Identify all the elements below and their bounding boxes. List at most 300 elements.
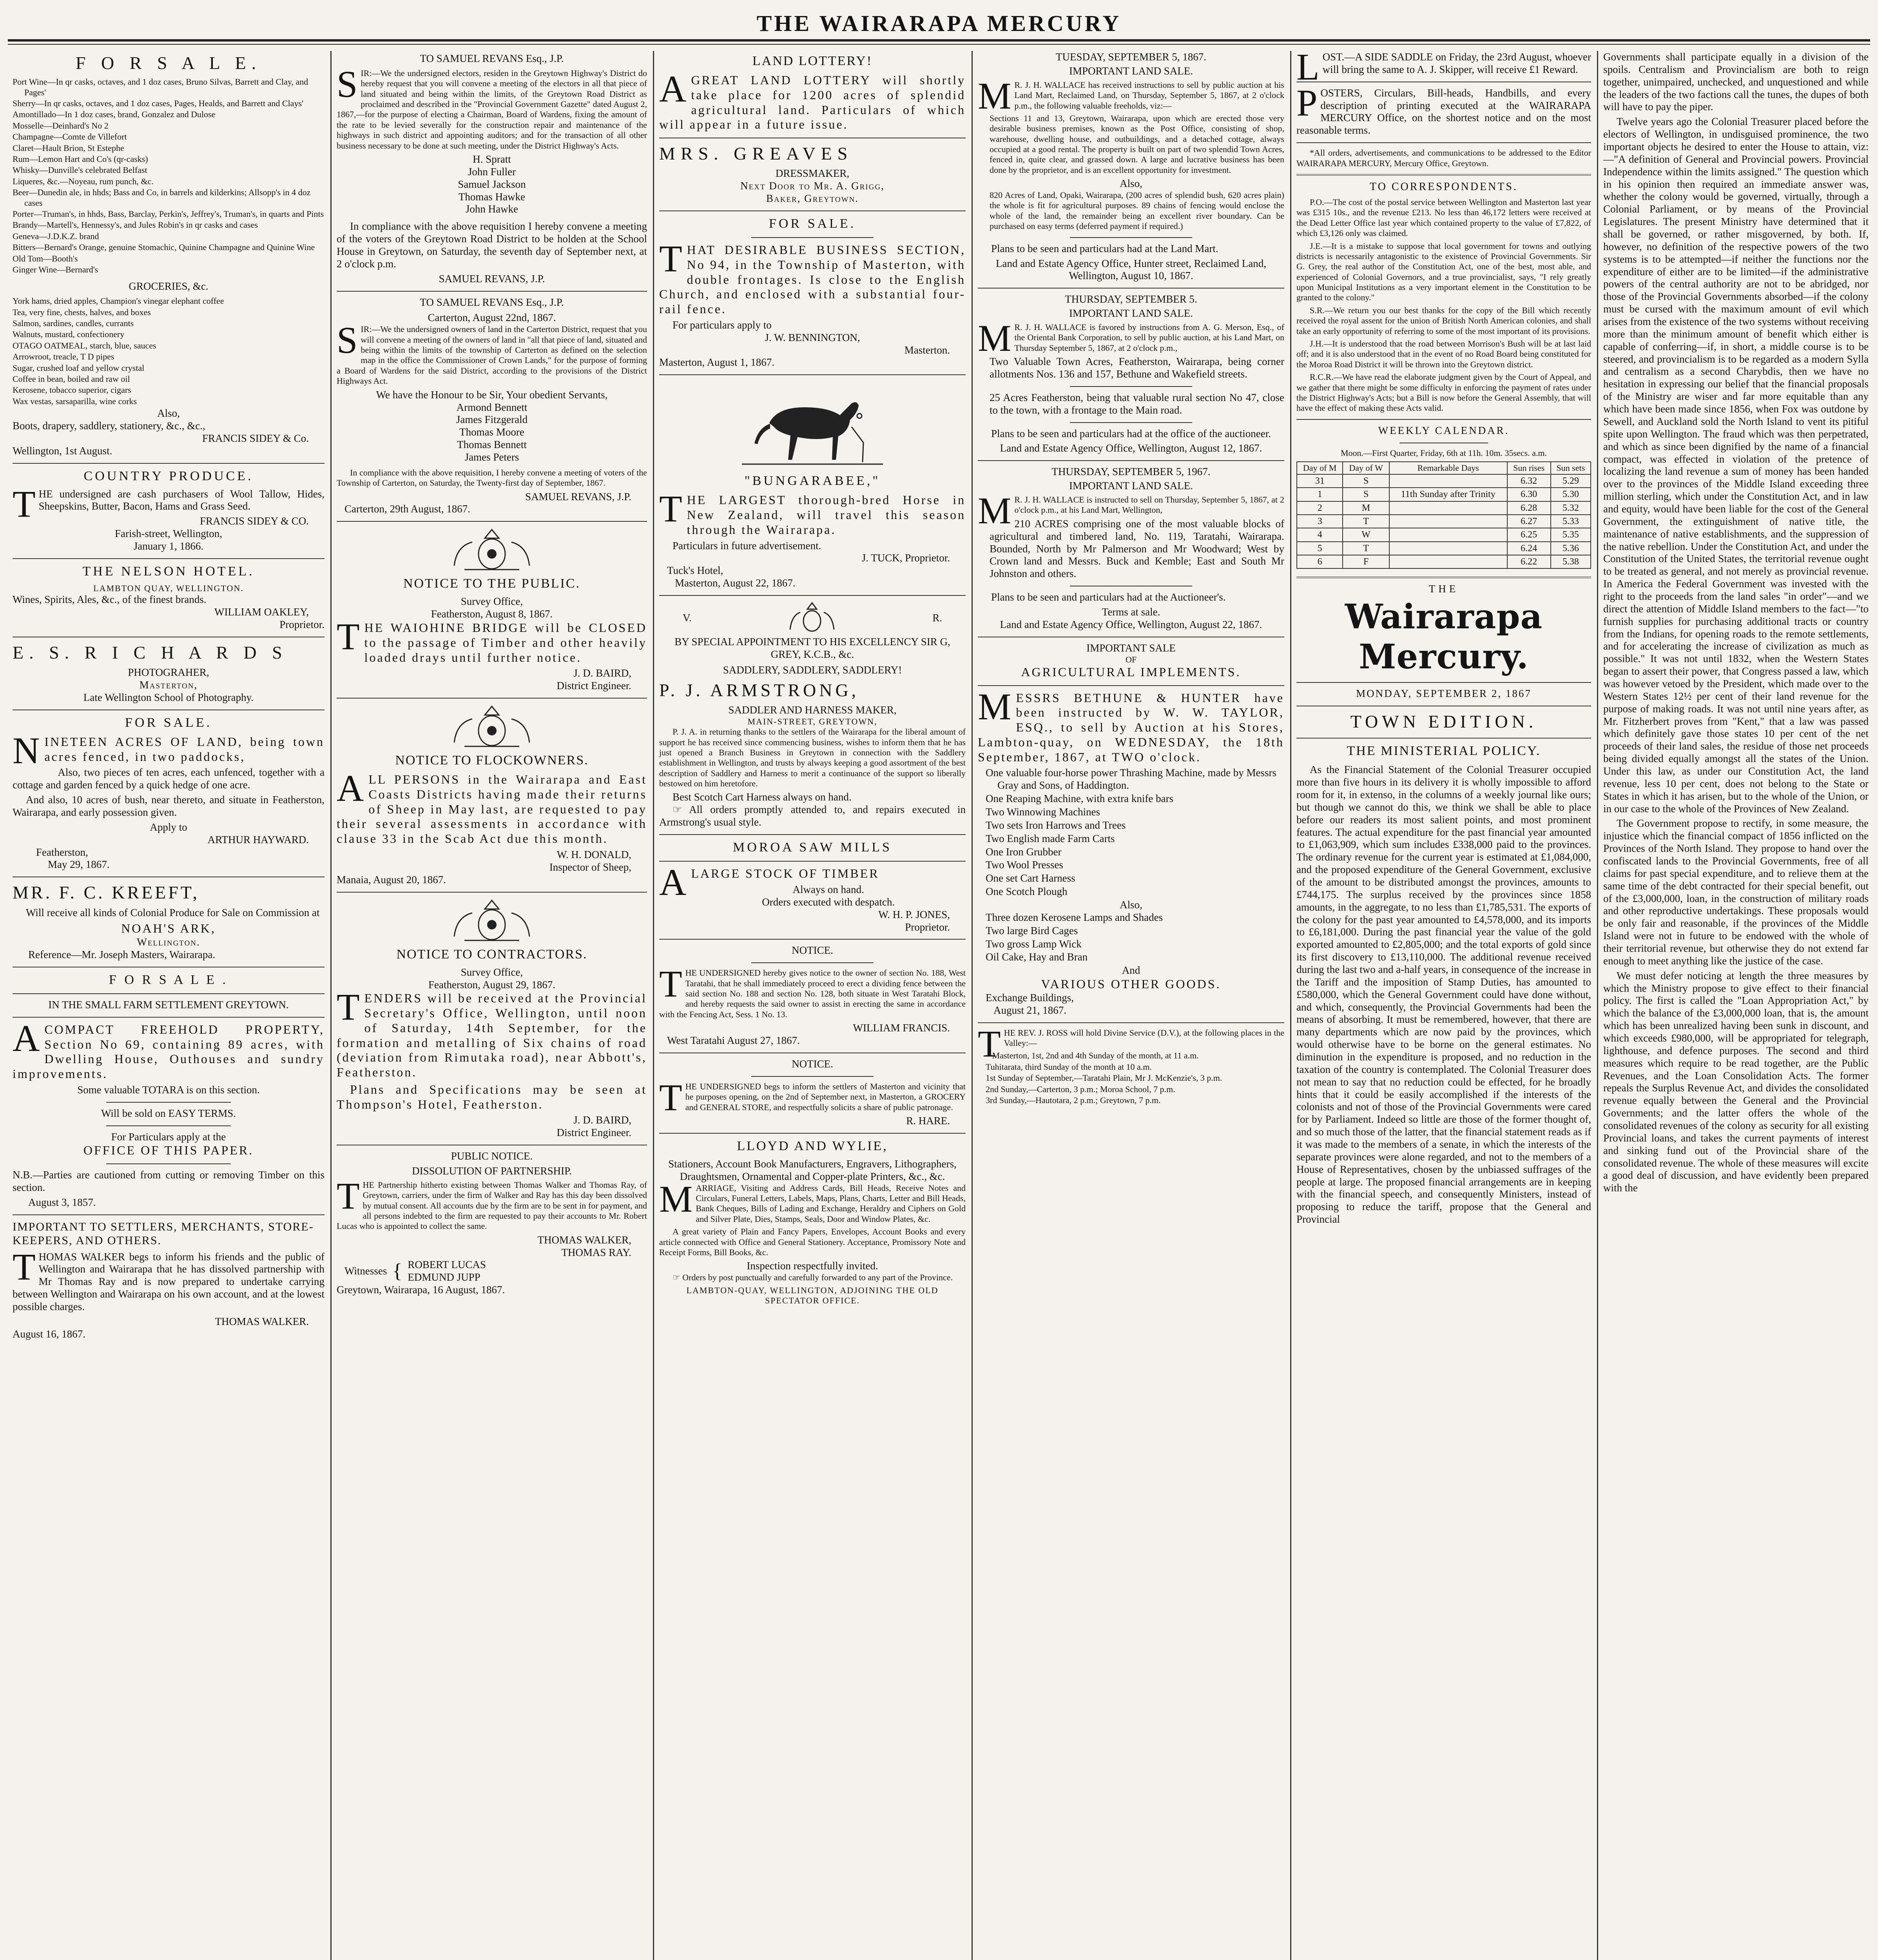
armstrong-name: P. J. ARMSTRONG,	[659, 680, 859, 700]
calendar-cell: S	[1343, 474, 1389, 488]
column-4	[972, 51, 1290, 1960]
calendar-cell: 6.27	[1507, 515, 1551, 528]
notice-public-date: Featherston, August 8, 1867.	[431, 608, 553, 620]
grocery-item: Coffee in bean, boiled and raw oil	[13, 374, 130, 384]
calendar-cell: 6.28	[1507, 501, 1551, 515]
grocery-item: Wax vestas, sarsaparilla, wine corks	[13, 396, 137, 406]
goods-item: Three dozen Kerosene Lamps and Shades	[986, 911, 1163, 923]
calendar-cell: F	[1343, 555, 1389, 568]
implement-item: Two English made Farm Carts	[986, 832, 1115, 844]
warrant-letter-r: R.	[932, 612, 942, 624]
for-sale-2-date: May 29, 1867.	[48, 858, 110, 871]
sale-1-item1: Sections 11 and 13, Greytown, Wairarapa, upon which are erected those very desirable business premises, known as the Post Office, consisting of shop, warehouse, dwelling house, and outbuildings, and a detached cottage, always occupied at a good rental. The property is built on part of two splendid Town Acres, fenced in, quite clear, and grassed down. A large and lucrative business has been done by the proprietor, and is an excellent opportunity for investment.	[990, 113, 1284, 175]
nelson-address: LAMBTON QUAY, WELLINGTON.	[93, 583, 244, 593]
appointment-line: BY SPECIAL APPOINTMENT TO HIS EXCELLENCY SIR G, GREY, K.C.B., &c.	[674, 636, 950, 660]
signatory-name: Armond Bennett	[456, 401, 528, 413]
for-sale-2-signature: ARTHUR HAYWARD.	[207, 833, 309, 846]
bungarabee-signature: J. TUCK, Proprietor.	[861, 552, 950, 564]
masthead-rule	[8, 39, 1870, 42]
notice-public-office: Survey Office,	[460, 595, 523, 608]
wine-item: Liqueres, &c.—Noyeau, rum punch, &c.	[13, 176, 154, 186]
goods-item: Two gross Lamp Wick	[986, 938, 1082, 950]
sale-3-item: 210 ACRES comprising one of the most valuable blocks of agricultural and timbered land, No. 119, Taratahi, Wairarapa. Bounded, North by Mr Palmerson and Mr Woodward; West by Crown land and Messrs. Buck and Kemble; East and South Mr Johnston and others.	[990, 517, 1284, 580]
boots-signature: FRANCIS SIDEY & Co.	[202, 432, 309, 444]
greaves-role: DRESSMAKER,	[775, 167, 850, 180]
notice-2-text: THE UNDERSIGNED begs to inform the settlers of Masterton and vicinity that he purposes opening, on the 2nd of September next, in Masterton, a GROCERY and GENERAL STORE, and respectfully solicits a share of public patronage.	[659, 1076, 966, 1118]
flock-date: Manaia, August 20, 1867.	[337, 873, 446, 886]
agri-and: And	[1122, 964, 1140, 976]
dissolution-sub: DISSOLUTION OF PARTNERSHIP.	[412, 1165, 572, 1177]
revans-1-names	[337, 153, 647, 216]
richards-place: Masterton,	[139, 679, 198, 691]
dissolution-date: Greytown, Wairarapa, 16 August, 1867.	[337, 1284, 505, 1296]
revans-1-signature: SAMUEL REVANS, J.P.	[439, 272, 545, 285]
nameplate: Wairarapa Mercury.	[1345, 597, 1543, 677]
calendar-row	[1297, 528, 1591, 541]
newspaper-title: THE WAIRARAPA MERCURY	[756, 11, 1122, 36]
produce-address: Farish-street, Wellington,	[114, 528, 223, 540]
bungarabee-heading: "BUNGARABEE,"	[744, 474, 881, 488]
lost-saddle-text: LOST.—A SIDE SADDLE on Friday, the 23rd August, whoever will bring the same to A. J. Skipper, will receive £1 Reward.	[1296, 51, 1591, 88]
calendar-row	[1297, 515, 1591, 528]
calendar-cell: 6.25	[1507, 528, 1551, 541]
for-sale-c3-date: Masterton, August 1, 1867.	[659, 356, 774, 368]
town-edition: TOWN EDITION.	[1350, 711, 1537, 731]
for-sale-3-date: August 3, 1857.	[28, 1196, 96, 1208]
agri-place: Exchange Buildings,	[986, 991, 1074, 1004]
produce-date: January 1, 1866.	[133, 540, 204, 552]
flock-role: Inspector of Sheep,	[549, 861, 631, 873]
pointing-hand-icon: ☞	[673, 1272, 683, 1283]
dissolution-text: THE Partnership hitherto existing between Thomas Walker and Thomas Ray, of Greytown, carriers, under the firm of Walker and Ray has this day been dissolved by mutual consent. All accounts due by the firm are to be sent in for payment, and all persons indebted to the firm are requested to pay their accounts to Mr. Robert Lucas who is appointed to collect the same.	[337, 1174, 647, 1231]
calendar-cell: T	[1343, 542, 1389, 555]
lloyd-text: MARRIAGE, Visiting and Address Cards, Bill Heads, Receive Notes and Circulars, Funeral Letters, Labels, Maps, Plans, Charts, Letter and Bill Heads, Bank Cheques, Bills of Lading and Exchange, Heraldry and Ciphers on Gold and Silver Plate, Dies, Stamps, Seals, Door and Window Plates, &c.	[659, 1178, 966, 1224]
calendar-cell: 5.30	[1551, 488, 1591, 501]
wine-item: Whisky—Dunville's celebrated Belfast	[13, 165, 147, 175]
wine-item: Porter—Truman's, in hhds, Bass, Barclay, Perkin's, Jeffrey's, Truman's, in quarts and Pints	[13, 209, 324, 219]
for-sale-heading-2: FOR SALE.	[125, 715, 212, 730]
sale-3-heading: IMPORTANT LAND SALE.	[1069, 480, 1193, 492]
for-sale-heading-3: F O R S A L E .	[109, 972, 228, 987]
ministerial-policy-heading: THE MINISTERIAL POLICY.	[1347, 744, 1541, 759]
wine-item: Brandy—Martell's, Hennessy's, and Jules Robin's in qr casks and cases	[13, 220, 258, 230]
wine-item: Beer—Dunedin ale, in hhds; Bass and Co, in barrels and kilderkins; Allsopp's in 4 doz cases	[13, 187, 311, 208]
column-3	[654, 51, 971, 1960]
nelson-role: Proprietor.	[279, 619, 324, 631]
wine-item: Claret—Hault Brion, St Estephe	[13, 143, 124, 153]
for-sale-2-text3: And also, 10 acres of bush, near thereto, and situate in Featherston, Wairarapa, and early possession given.	[13, 794, 324, 818]
goods-item: Oil Cake, Hay and Bran	[986, 951, 1088, 963]
ross-text: THE REV. J. ROSS will hold Divine Service (D.V.), at the following places in the Valley:—	[978, 1022, 1284, 1065]
revans-2-honour: We have the Honour to be Sir, Your obedient Servants,	[376, 388, 608, 401]
contractors-signature: J. D. BAIRD,	[573, 1114, 631, 1126]
calendar-body	[1297, 474, 1591, 568]
notice-1-signature: WILLIAM FRANCIS.	[853, 1022, 950, 1034]
sale-3-text: MR. J. H. WALLACE is instructed to sell on Thursday, September 5, 1867, at 2 o'clock p.m., at his Land Mart, Wellington,	[978, 490, 1284, 532]
calendar-cell: 1	[1297, 488, 1343, 501]
lloyd-text3: Inspection respectfully invited.	[747, 1260, 878, 1272]
editorial-p1: Governments shall participate equally in a division of the spoils. Centralism and Provincialism are both to reign together, unimpaired, unchecked, and unquestioned and while the leaders of the two factions call the tunes, the dupes of both will have to pay the piper.	[1603, 51, 1869, 113]
flock-heading: NOTICE TO FLOCKOWNERS.	[395, 753, 589, 768]
sale-2-item1: Two Valuable Town Acres, Featherston, Wairarapa, being corner allotments Nos. 136 and 157, Bethune and Wakefield streets.	[990, 356, 1284, 380]
notice-public-signature: J. D. BAIRD,	[573, 667, 631, 679]
calendar-cell: 11th Sunday after Trinity	[1389, 488, 1507, 501]
editorial-p4: We must defer noticing at length the three measures by which the Ministry propose to give effect to their financial policy. The first is called the "Loan Appropriation Act," by which the balance of the £3,000,000 loan, that is, the amount which has been unrealized having been sunk in discount, and which exceeds £980,000, will be appropriated for telegraph, lighthouse, and defence purposes. The second and third measures which require to be read together, are the Public Revenues, and the Loan Consolidation Acts. The former repeals the Surplus Revenue Act, and divides the consolidated revenue equally between the General and the Provincial Governments; and the latter offers the whole of the consolidated revenues of the colony as security for all existing Provincial loans, and takes the current payments of interest and sinking fund out of the Provincial share of the consolidated revenue. The whole of these measures will excite a good deal of discussion, and have evidently been prepared with the	[1603, 969, 1869, 1194]
moroa-role: Proprietor.	[905, 921, 950, 933]
grocery-item: OTAGO OATMEAL, starch, blue, sauces	[13, 340, 156, 350]
sale-1-office: Land and Estate Agency Office, Hunter street, Reclaimed Land, Wellington, August 10, 1867.	[996, 257, 1266, 282]
revans-2-signature: SAMUEL REVANS, J.P.	[525, 490, 631, 503]
calendar-header-row	[1297, 462, 1591, 474]
greaves-address: Next Door to Mr. A. Grigg,	[740, 180, 885, 192]
implement-item: One set Cart Harness	[986, 872, 1075, 884]
kreeft-ark: NOAH'S ARK,	[121, 921, 216, 936]
nelson-text: Wines, Spirits, Ales, &c., of the finest brands.	[13, 593, 207, 606]
richards-name: E. S. R I C H A R D S	[13, 642, 288, 662]
dissolution-heading: PUBLIC NOTICE.	[451, 1150, 533, 1162]
agri-item-list	[978, 767, 1284, 898]
dissolution-sig-1: THOMAS WALKER,	[537, 1234, 631, 1246]
lloyd-text4-label: Orders by post punctually and carefully forwarded to any part of the Province.	[682, 1272, 953, 1283]
armstrong-text3	[659, 804, 966, 829]
correspondent-note: R.C.R.—We have read the elaborate judgment given by the Court of Appeal, and we gather that there might be some difficulty in enforcing the payment of rates under the District Highway's Acts; but a Bill is now before the General Assembly, that will have the effect of making these Acts valid.	[1296, 372, 1591, 413]
calendar-row	[1297, 542, 1591, 555]
signatory-name: John Fuller	[468, 165, 516, 178]
flock-signature: W. H. DONALD,	[557, 848, 631, 860]
sale-3-date: THURSDAY, SEPTEMBER 5, 1967.	[1051, 466, 1211, 478]
implement-item: One valuable four-horse power Thrashing Machine, made by Messrs Gray and Sons, of Haddington.	[986, 767, 1276, 791]
armstrong-text: P. J. A. in returning thanks to the settlers of the Wairarapa for the liberal amount of support he has received since commencing business, wishes to inform them that he has just opened a Branch Business in Greytown in connection with the Saddlery establishment in Wellington, and trusts by always keeping a good assortment of the best description of Saddlery and Harness to merit a continuance of the support so liberally bestowed on him heretofore.	[659, 727, 966, 789]
calendar-cell: 6.24	[1507, 542, 1551, 555]
weekly-calendar-table	[1296, 461, 1591, 569]
calendar-cell: 6.30	[1507, 488, 1551, 501]
notice-public-text: THE WAIOHINE BRIDGE will be CLOSED to the passage of Timber and other heavily loaded drays until further notice.	[337, 615, 647, 664]
revans-1-text: SIR:—We the undersigned electors, residen in the Greytown Highway's District do hereby request that you will convene a meeting of the electors in all that piece of land situated and being within the limits, of the Greytown Road District as proclaimed and described in the "Provincial Government Gazette" dated August 2, 1867,—for the purpose of electing a Chairman, Board of Wardens, fixing the amount of the rate to be levied severally for the construction repair and maintenance of the highways in such district and appointing auditors; and for the transaction of all other business necessary to be done at such meeting, under the District Highway's Acts.	[337, 63, 647, 151]
contractors-office: Survey Office,	[460, 966, 523, 978]
revans-1-reply: In compliance with the above requisition I hereby convene a meeting of the voters of the Greytown Road District to be holden at the School House in Greytown, on Saturday, the seventh day of September next, at 2 o'clock p.m.	[337, 220, 647, 270]
grocery-item: York hams, dried apples, Champion's vinegar elephant coffee	[13, 296, 224, 306]
for-sale-heading: F O R S A L E.	[75, 53, 262, 73]
calendar-cell: 5.33	[1551, 515, 1591, 528]
wine-list	[13, 77, 324, 275]
saddlery-heading: SADDLERY, SADDLERY, SADDLERY!	[723, 664, 902, 676]
signatory-name: James Fitzgerald	[456, 414, 528, 426]
royal-crest-icon	[337, 703, 647, 750]
calendar-cell: W	[1343, 528, 1389, 541]
sale-3-plans: Plans to be seen and particulars had at the Auctioneer's.	[991, 591, 1226, 603]
calendar-row	[1297, 474, 1591, 488]
armstrong-role: SADDLER AND HARNESS MAKER,	[728, 704, 897, 716]
service-item: 1st Sunday of September,—Taratahi Plain, Mr J. McKenzie's, 3 p.m.	[986, 1073, 1222, 1083]
calendar-moon: Moon.—First Quarter, Friday, 6th at 11h. 10m. 35secs. a.m.	[1340, 448, 1547, 458]
greaves-address-2: Baker, Greytown.	[766, 192, 859, 205]
masthead	[0, 0, 1878, 47]
calendar-cell: 5.35	[1551, 528, 1591, 541]
calendar-cell	[1389, 528, 1507, 541]
nelson-hotel-heading: THE NELSON HOTEL.	[82, 564, 255, 579]
for-sale-2-apply: Apply to	[150, 821, 187, 833]
service-item: Masterton, 1st, 2nd and 4th Sunday of the month, at 11 a.m.	[992, 1051, 1199, 1061]
notice-2-signature: R. HARE.	[906, 1114, 950, 1127]
kreeft-text: Will receive all kinds of Colonial Produce for Sale on Commission at	[26, 906, 320, 918]
calendar-column-header: Day of M	[1297, 462, 1343, 474]
column-1	[7, 51, 330, 1960]
calendar-column-header: Sun rises	[1507, 462, 1551, 474]
royal-crest-icon	[337, 526, 647, 573]
calendar-column-header: Sun sets	[1551, 462, 1591, 474]
revans-2-place: Carterton, 29th August, 1867.	[344, 503, 470, 515]
wine-item: Ginger Wine—Bernard's	[13, 264, 98, 274]
moroa-text2: Always on hand.	[792, 883, 864, 895]
signatory-name: James Peters	[464, 451, 519, 463]
for-sale-3-text3: Will be sold on EASY TERMS.	[101, 1107, 236, 1119]
revans-2-date: Carterton, August 22nd, 1867.	[428, 312, 556, 324]
notice-public-heading: NOTICE TO THE PUBLIC.	[403, 576, 581, 591]
agri-also: Also,	[1120, 899, 1142, 911]
wine-item: Geneva—J.D.K.Z. brand	[13, 231, 99, 241]
moroa-heading: MOROA SAW MILLS	[733, 840, 892, 855]
for-sale-3-sub: IN THE SMALL FARM SETTLEMENT GREYTOWN.	[48, 999, 289, 1011]
calendar-cell: 5.29	[1551, 474, 1591, 488]
produce-signature: FRANCIS SIDEY & CO.	[199, 515, 309, 527]
moroa-text3: Orders executed with despatch.	[762, 896, 895, 908]
wine-item: Port Wine—In qr casks, octaves, and 1 doz cases, Bruno Silvas, Barrett and Clay, and Pages'	[13, 77, 308, 97]
lottery-text: AGREAT LAND LOTTERY will shortly take place for 1200 acres of splendid agricultural land. Particulars of which will appear in a future issue.	[659, 68, 966, 132]
sale-1-also: Also,	[1120, 178, 1142, 190]
settlers-text: THOMAS WALKER begs to inform his friends and the public of Wellington and Wairarapa that he has dissolved partnership with Mr Thomas Ray and is now prepared to undertake carrying between Wellington and Wairarapa on his own account, and at the lowest possible charges.	[13, 1245, 324, 1312]
contractors-role: District Engineer.	[557, 1127, 631, 1139]
masthead-rule	[8, 44, 1870, 45]
notice-2-heading: NOTICE.	[792, 1058, 833, 1070]
agri-text: MESSRS BETHUNE & HUNTER have been instructed by W. W. TAYLOR, ESQ., to sell by Auction at his Stores, Lambton-quay, on WEDNESDAY, the 18th September, 1867, at TWO o'clock.	[978, 685, 1284, 764]
revans-1-heading: TO SAMUEL REVANS Esq., J.P.	[420, 53, 564, 64]
royal-arms-icon	[785, 601, 839, 636]
for-sale-3-nb: N.B.—Parties are cautioned from cutting or removing Timber on this section.	[13, 1169, 324, 1194]
nelson-signature: WILLIAM OAKLEY,	[214, 606, 309, 618]
sale-1-date: TUESDAY, SEPTEMBER 5, 1867.	[1055, 51, 1207, 63]
calendar-cell	[1389, 542, 1507, 555]
calendar-cell: 2	[1297, 501, 1343, 515]
lloyd-address: LAMBTON-QUAY, WELLINGTON, ADJOINING THE OLD SPECTATOR OFFICE.	[686, 1285, 939, 1305]
for-sale-2-text: NINETEEN ACRES OF LAND, being town acres fenced, in two paddocks,	[13, 729, 324, 771]
richards-late: Late Wellington School of Photography.	[83, 691, 254, 703]
lloyd-text2: A great variety of Plain and Fancy Papers, Envelopes, Account Books and every article connected with Office and General Stationery. Acceptance, Promissory Note and Receipt Forms, Bill Books, &c.	[659, 1227, 966, 1257]
grocery-item: Arrowroot, treacle, T D pipes	[13, 352, 114, 362]
service-item: 2nd Sunday,—Carterton, 3 p.m.; Moroa School, 7 p.m.	[986, 1084, 1175, 1094]
flock-text: ALL PERSONS in the Wairarapa and East Coasts Districts having made their returns of Sheep in May last, are requested to pay their several assessments in accordance with clause 33 in the Scab Act due this month.	[337, 767, 647, 846]
calendar-cell: 31	[1297, 474, 1343, 488]
country-produce-heading: COUNTRY PRODUCE.	[83, 468, 254, 483]
armstrong-address: MAIN-STREET, GREYTOWN,	[747, 716, 877, 726]
calendar-column-header: Day of W	[1343, 462, 1389, 474]
calendar-column-header: Remarkable Days	[1389, 462, 1507, 474]
grocery-item: Kerosene, tobacco superior, cigars	[13, 385, 131, 395]
kreeft-reference: Reference—Mr. Joseph Masters, Wairarapa.	[28, 949, 216, 961]
calendar-cell	[1389, 515, 1507, 528]
dissolution-sig-2: THOMAS RAY.	[561, 1246, 631, 1258]
boots-line: Boots, drapery, saddlery, stationery, &c., &c.,	[13, 419, 205, 432]
sale-1-item2: 820 Acres of Land, Opaki, Wairarapa, (200 acres of splendid bush, 620 acres plain) the whole is fit for agricultural purposes. 89 chains of fencing would enclose the whole of the land, the remainder being an excellent river boundary. Can be purchased on easy terms (deferred payment if required.)	[990, 190, 1284, 231]
calendar-row	[1297, 501, 1591, 515]
column-6	[1598, 51, 1874, 1960]
grocery-list	[13, 296, 324, 407]
sale-2-heading: IMPORTANT LAND SALE.	[1069, 307, 1193, 319]
warrant-letter-v: V.	[683, 612, 692, 624]
correspondent-note: J.H.—It is understood that the road between Morrison's Bush will be at last laid off; and it is also understood that in the event of no Road Board being constituted for the Moroa Road District it will be thrown into the Greytown district.	[1296, 339, 1591, 369]
witness-2: EDMUND JUPP	[408, 1271, 480, 1283]
implement-item: One Iron Grubber	[986, 846, 1062, 858]
sale-2-date: THURSDAY, SEPTEMBER 5.	[1065, 293, 1197, 305]
richards-role: PHOTOGRAHER,	[128, 666, 209, 679]
lloyd-heading: LLOYD AND WYLIE,	[737, 1138, 888, 1153]
for-sale-c3-text: THAT DESIRABLE BUSINESS SECTION, No 94, in the Township of Masterton, with double frontages. Is close to the English Church, and enclosed with a substantial four-rail fence.	[659, 238, 966, 316]
for-sale-heading-c3: FOR SALE.	[769, 216, 856, 231]
also-label: Also,	[157, 407, 180, 419]
for-sale-c3-signature: J. W. BENNINGTON,	[765, 331, 860, 343]
for-sale-2-text2: Also, two pieces of ten acres, each unfenced, together with a cottage and garden fenced by a quick hedge of one acre.	[13, 766, 324, 791]
signatory-name: Samuel Jackson	[458, 178, 526, 190]
royal-crest-icon	[337, 897, 647, 944]
sale-3-office: Land and Estate Agency Office, Wellington, August 22, 1867.	[1000, 618, 1262, 630]
moroa-text: ALARGE STOCK OF TIMBER	[659, 861, 879, 904]
signatory-name: Thomas Bennett	[457, 439, 527, 451]
correspondents-heading: TO CORRESPONDENTS.	[1370, 180, 1518, 193]
kreeft-place: Wellington.	[137, 936, 200, 948]
boots-date: Wellington, 1st August.	[13, 445, 112, 457]
notice-1-text: THE UNDERSIGNED hereby gives notice to the owner of section No. 188, West Taratahi, that he shall immediately proceed to erect a dividing fence between the said section No. 188 and section No. 128, both situate in West Taratahi Block, and hereby requests the said owner to assist in erecting the same in accordance with the Fencing Act, Sess. 1 No. 13.	[659, 963, 966, 1019]
correspondent-note: S.R.—We return you our best thanks for the copy of the Bill which recently received the royal assent for the union of British North American colonies, and shall take an early opportunity of referring to some of the most important of its provisions.	[1296, 305, 1591, 336]
dissolution-witnesses: Witnesses { ROBERT LUCAS EDMUND JUPP	[344, 1259, 486, 1283]
sale-1-text: MR. J. H. WALLACE has received instructions to sell by public auction at his Land Mart, Reclaimed Land, on Thursday, September 5, 1867, at 2 o'clock p.m., the following valuable freeholds, viz:—	[978, 74, 1284, 117]
service-item: 3rd Sunday,—Hautotara, 2 p.m.; Greytown, 7 p.m.	[986, 1095, 1161, 1105]
agri-item-list-2	[978, 911, 1284, 964]
for-sale-c3-role: Masterton.	[904, 344, 950, 356]
agri-date: August 21, 1867.	[993, 1004, 1067, 1016]
implement-item: One Scotch Plough	[986, 886, 1068, 898]
royal-warrant-row	[659, 601, 966, 636]
correspondents-list	[1296, 197, 1591, 414]
wine-item: Mosselle—Deinhard's No 2	[13, 120, 109, 131]
page-columns	[0, 51, 1878, 1960]
editorial-p2: Twelve years ago the Colonial Treasurer placed before the electors of Wellington, in undisguised prominence, the two important objects he desired to enter the House to attain, viz:—"A definition of General and Provincial powers. Provincial Independence within the limits assigned." The question which in his opinion then required an immediate answer was, whether the colony would be governed, virtually, through a Colonial Parliament, or by means of the Provincial Legislatures. The present Ministry have determined that it shall be governed, or rather misgoverned, by both. If, however, no definition of the respective powers of the two systems is to be attempted—if neither the functions nor the expenditure of either are to be limited—if the administrative powers of the central authority are not to be abridged, nor those of the Provincial Governments absorbed—if the colony must be cursed with the maximum amount of evil which arises from the existence of the two systems without receiving more than the minimum amount of benefit which either is capable of conferring—if, in short, a middle course is to be steered, and provincialism is to be regarded as a modern Sylla and centralism as a second Charybdis, then we have no hesitation in expressing our belief that the financial proposals of the Ministry are wiser and far more equitable than any which have been made since 1856, when Fox was outdone by Sewell, and Auckland sold the North Island to vent its pitiful spite upon Wellington. The fraud which was then perpetrated, and which as since been dignified by the name of a financial compact, was effected in violation of the pretence of localizing the land revenue a sum of money has been handed over to the provinces of the Middle Island exceeding three million sterling, which under the Constitution Act, and in law and equity, would have been liable for the cost of the General Government, the extinguishment of native title, the maintenance of native establishments, and the suppression of the native rebellion. Under the Constitution Act, and under the Constitution of the United States, the territorial revenue ought to be treated as general, and not merely as provincial revenue. In America the Federal Government was invested with the right to the proceeds from the land sales "in order"—and we direct the attention of Middle Island members to the fact—"to furnish supplies for purchasing additional tracts or country from the Indians, for opening roads to the remote settlements, and for accelerating the increase of civilization as much as possible." It was not until 1832, when the Western States began to assert their power, that Congress passed a law, which was however vetoed by the President, which made over to the Western States 12½ per cent of their land revenue for the purpose of making roads. It was not until nine years after, as Mr. Fitzherbert proves from "Kent," that a law was passed which definitely gave those states 10 per cent of the net proceeds of their land sales, the residue of those net proceeds being divided equally amongst all the states of the Union. Under this law, as under our Constitution Act, the land revenue, less 10 per cent, does not belong to the State or States in which it has arisen, but to the whole of the Union, or in our case to the whole of the Provinces of New Zealand.	[1603, 116, 1869, 815]
implement-item: Two Winnowing Machines	[986, 806, 1100, 818]
posters-text: POSTERS, Circulars, Bill-heads, Handbills, and every description of printing executed at the WAIRARAPA MERCURY Office, on the shortest notice and on the most reasonable terms.	[1296, 82, 1591, 136]
sale-2-text: MR. J. H. WALLACE is favored by instructions from A. G. Merson, Esq., of the Oriental Bank Corporation, to sell by public auction, at his Land Mart, on Thursday September 5, 1867, at 2 o'clock p.m.,	[978, 317, 1284, 359]
calendar-cell: 5	[1297, 542, 1343, 555]
contractors-heading: NOTICE TO CONTRACTORS.	[396, 947, 587, 962]
sale-2-plans: Plans to be seen and particulars had at the office of the auctioneer.	[991, 427, 1271, 439]
armstrong-text3-label: All orders promptly attended to, and repairs executed in Armstrong's usual style.	[659, 804, 966, 828]
for-sale-3-office: OFFICE OF THIS PAPER.	[83, 1143, 254, 1158]
calendar-cell: S	[1343, 488, 1389, 501]
wine-item: Sherry—In qr casks, octaves, and 1 doz cases, Pages, Healds, and Barrett and Clays'	[13, 98, 303, 109]
grocery-item: Tea, very fine, chests, halves, and boxes	[13, 307, 151, 317]
for-sale-c3-apply: For particulars apply to	[673, 319, 772, 331]
calendar-cell: 6.32	[1507, 474, 1551, 488]
sale-2-office: Land and Estate Agency Office, Wellington, August 12, 1867.	[1000, 442, 1262, 454]
for-sale-3-text2: Some valuable TOTARA is on this section.	[77, 1083, 260, 1096]
calendar-cell	[1389, 474, 1507, 488]
calendar-cell: 3	[1297, 515, 1343, 528]
calendar-cell: 6	[1297, 555, 1343, 568]
calendar-cell: T	[1343, 515, 1389, 528]
witness-1: ROBERT LUCAS	[408, 1259, 486, 1271]
orders-text: *All orders, advertisements, and communications to be addressed to the Editor WAIRARAPA MERCURY, Mercury Office, Greytown.	[1296, 148, 1591, 168]
contractors-text2: Plans and Specifications may be seen at Thompson's Hotel, Featherston.	[337, 1082, 647, 1111]
kreeft-name: MR. F. C. KREEFT,	[13, 882, 200, 903]
witnesses-label: Witnesses	[344, 1265, 387, 1277]
wine-item: Old Tom—Booth's	[13, 253, 78, 263]
wine-item: Amontillado—In 1 doz cases, brand, Gonzalez and Dulose	[13, 109, 216, 120]
grocery-item: Sugar, crushed loaf and yellow crystal	[13, 363, 145, 373]
contractors-date: Featherston, August 29, 1867.	[428, 978, 555, 991]
agri-various: VARIOUS OTHER GOODS.	[1041, 977, 1221, 991]
calendar-heading: WEEKLY CALENDAR.	[1378, 424, 1510, 436]
notice-1-date: West Taratahi August 27, 1867.	[667, 1034, 800, 1047]
sale-3-terms: Terms at sale.	[1102, 606, 1160, 618]
service-item: Tuhitarata, third Sunday of the month at 10 a.m.	[986, 1062, 1152, 1072]
agri-heading: IMPORTANT SALE	[1086, 642, 1176, 654]
calendar-cell: 5.38	[1551, 555, 1591, 568]
revans-2-text: SIR:—We the undersigned owners of land in the Carterton District, request that you will convene a meeting of the owners of land in "all that piece of land, situated and being within the limits of the township of Carterton as defined on the selection map in the office the Commissioner of Crown Lands," for the purpose of forming a Board of Wardens for the said District, according to the provisions of the District Highways Act.	[337, 319, 647, 386]
implement-item: One Reaping Machine, with extra knife bars	[986, 793, 1174, 805]
settlers-signature: THOMAS WALKER.	[215, 1315, 309, 1327]
calendar-row	[1297, 488, 1591, 501]
implement-item: Two Wool Presses	[986, 859, 1063, 871]
ross-service-list	[978, 1051, 1284, 1105]
calendar-cell	[1389, 501, 1507, 515]
goods-item: Two large Bird Cages	[986, 924, 1078, 936]
pointing-hand-icon: ☞	[673, 804, 689, 816]
signatory-name: Thomas Hawke	[458, 191, 526, 203]
revans-2-names	[337, 401, 647, 464]
contractors-text: TENDERS will be received at the Provincial Secretary's Office, Wellington, until noon of Saturday, 14th September, for the formation and metalling of Six chains of road (deviation from Rimutaka road), near Abbott's, Featherston.	[337, 986, 647, 1080]
moroa-signature: W. H. P. JONES,	[878, 908, 950, 920]
settlers-heading: IMPORTANT TO SETTLERS, MERCHANTS, STORE-KEEPERS, AND OTHERS.	[13, 1220, 314, 1247]
calendar-row	[1297, 555, 1591, 568]
agri-sub: AGRICULTURAL IMPLEMENTS.	[1021, 664, 1241, 679]
calendar-cell: 6.22	[1507, 555, 1551, 568]
correspondent-note: P.O.—The cost of the postal service between Wellington and Masterton last year was £315 10s., and the revenue £213. No less than 46,172 letters were received at the Dead Letter Office last year which contained property to the value of £7,822, of which £3,126 only was claimed.	[1296, 197, 1591, 238]
issue-date: MONDAY, SEPTEMBER 2, 1867	[1356, 687, 1532, 699]
calendar-cell: 4	[1297, 528, 1343, 541]
calendar-cell: 5.32	[1551, 501, 1591, 515]
horse-illustration-icon	[659, 380, 966, 470]
column-2	[331, 51, 653, 1960]
for-sale-3-text: ACOMPACT FREEHOLD PROPERTY, Section No 69, containing 89 acres, with Dwelling House, Outhouses and sundry improvements.	[13, 1017, 324, 1081]
greaves-name: MRS. GREAVES	[659, 143, 853, 164]
grocery-item: Salmon, sardines, candles, currants	[13, 318, 134, 328]
calendar-cell: M	[1343, 501, 1389, 515]
nameplate-the: THE	[1428, 583, 1459, 595]
country-produce-text: THE undersigned are cash purchasers of Wool Tallow, Hides, Sheepskins, Butter, Bacon, Hams and Grass Seed.	[13, 483, 324, 525]
signatory-name: Thomas Moore	[459, 426, 524, 438]
settlers-date: August 16, 1867.	[13, 1328, 86, 1340]
calendar-cell	[1389, 555, 1507, 568]
wine-item: Rum—Lemon Hart and Co's (qr-casks)	[13, 154, 148, 164]
signatory-name: John Hawke	[465, 203, 518, 215]
armstrong-text2: Best Scotch Cart Harness always on hand.	[673, 791, 852, 803]
bungarabee-text2: Particulars in future advertisement.	[673, 539, 821, 552]
sale-1-heading: IMPORTANT LAND SALE.	[1069, 65, 1193, 77]
lloyd-text4	[659, 1272, 966, 1283]
for-sale-2-place: Featherston,	[36, 846, 88, 858]
calendar-cell: 5.36	[1551, 542, 1591, 555]
grocery-item: Walnuts, mustard, confectionery	[13, 329, 125, 339]
lloyd-sub: Stationers, Account Book Manufacturers, Engravers, Lithographers, Draughtsmen, Ornamental and Copper-plate Printers, &c., &c.	[668, 1158, 957, 1182]
ministerial-policy-text: As the Financial Statement of the Colonial Treasurer occupied more than five hours in its delivery it is wholly impossible to afford room for it, in extenso, in the columns of a weekly journal like ours; but though we cannot do this, we think we shall be able to place before our readers its most salient points, and most prominent features. The actual expenditure for the past financial year amounted to £1,063,909, which sum includes £338,000 paid to the provinces. The ordinary revenue for the current year is estimated at £1,084,000, and the proposed expenditure of the General Government, exclusive of the amount to be distributed amongst the provinces, amounts to £744,175. The surplus received by the provinces since 1858 amounts, in the aggregate, to no less than £1,785,531. The exports of the colony for the past year amounted to £4,578,000, and its imports to £6,181,000. During the past financial year the value of the gold exported amounted to £2,805,000; and the total exports of gold since its first discovery to £13,110,000. The additional revenue received during the last two and a-half years, in consequence of the increase in the Tariff and the imposition of Stamp Duties, has amounted to £580,000, which the General Government could have done without, and which, consequently, the Provincial Governments had been the means of absorbing. It must be remembered, however, that there are many departments which are now paid by the provinces, which would otherwise have to be borne on the general estimates. No diminution in the expenditure is proposed, and no reduction in the taxation of the country is contemplated. The Colonial Treasurer does not mean to say that no reduction could be effected, for he broadly hints that it could be easily accomplished if the interests of the colonists and not of those of the Provincial Governments were cared for by Parliament. Indeed so little are those of the former thought of, and so much those of the latter, that the financial statement reads as if it was made to the members of a senate, in which the interests of the separate provinces were alone regarded, and not to the members of a House of Representatives, chosen by the unbiassed suffrages of the people at large. The proposed financial arrangements are in keeping with the financial speech, and consequently Ministers, instead of proposing to reduce the tariff, propose that the General and Provincial	[1296, 764, 1591, 1225]
groceries-heading: GROCERIES, &c.	[129, 280, 208, 292]
